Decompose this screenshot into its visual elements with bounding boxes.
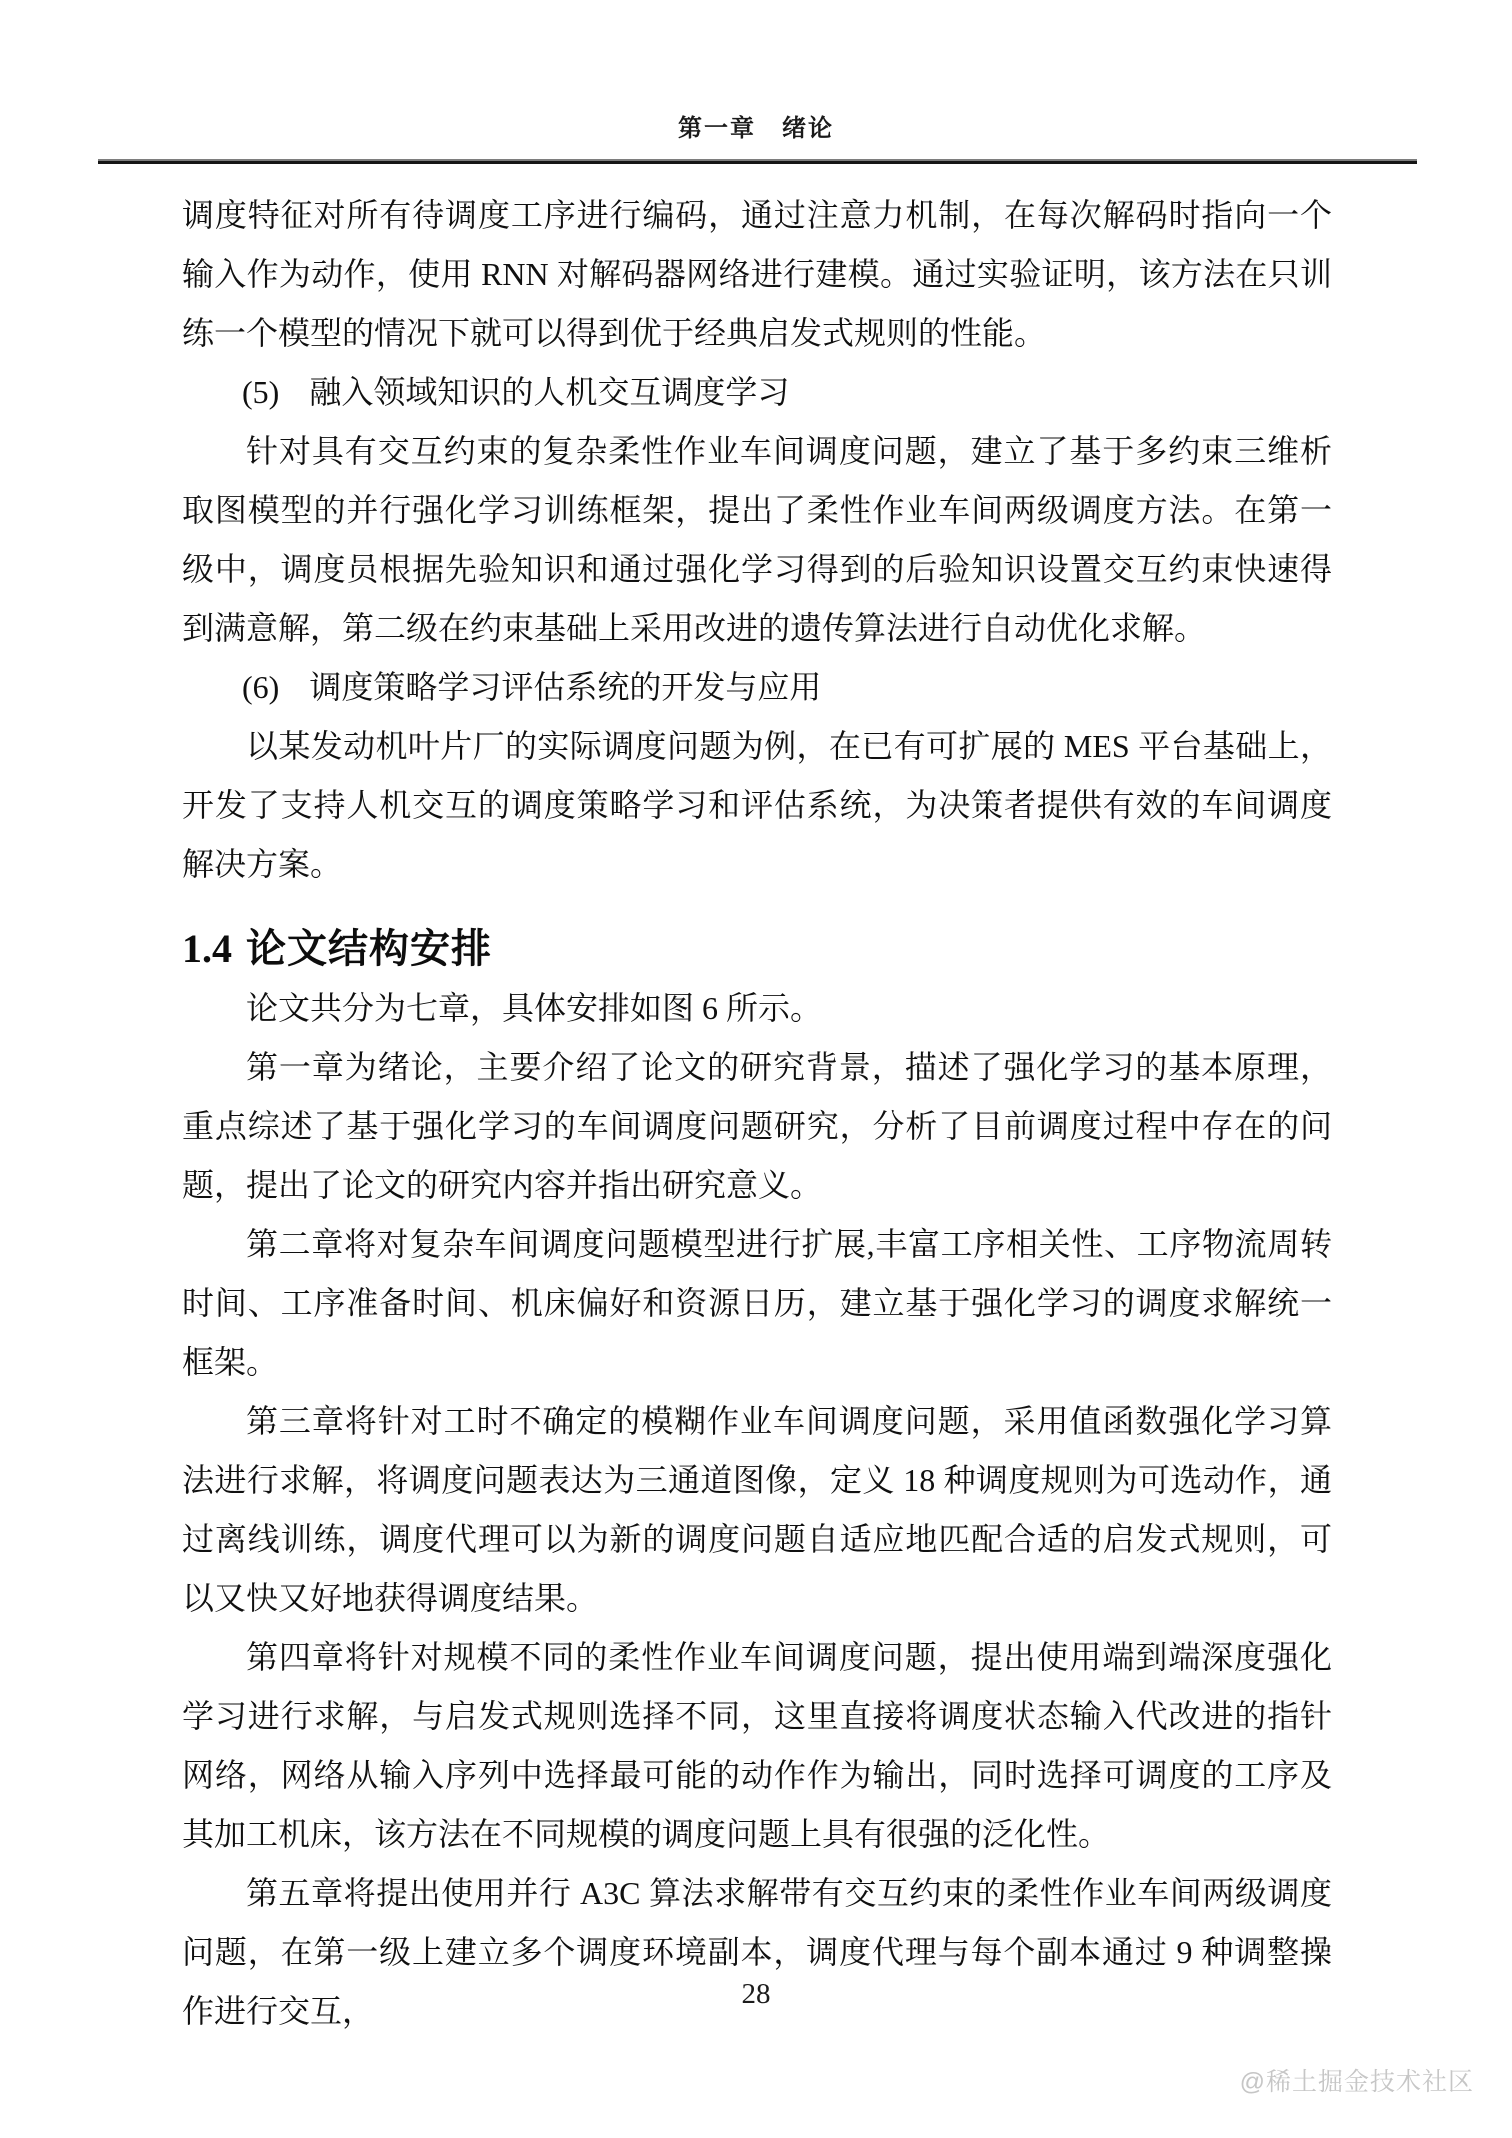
list-item-marker: (5): [242, 374, 280, 410]
page-number: 28: [741, 1978, 771, 2010]
paragraph: 第一章为绪论，主要介绍了论文的研究背景，描述了强化学习的基本原理，重点综述了基于强化学习的车间调度问题研究，分析了目前调度过程中存在的问题，提出了论文的研究内容并指出研究意义。: [182, 1049, 1332, 1203]
paragraph: 第二章将对复杂车间调度问题模型进行扩展,丰富工序相关性、工序物流周转时间、工序准备时间、机床偏好和资源日历，建立基于强化学习的调度求解统一框架。: [182, 1226, 1332, 1380]
watermark-text: @稀土掘金技术社区: [1239, 2068, 1474, 2096]
list-item: [182, 658, 1332, 717]
list-item-text: 调度策略学习评估系统的开发与应用: [309, 669, 822, 705]
list-item: [182, 363, 1332, 422]
document-body: [182, 164, 1332, 2041]
paragraph: 调度特征对所有待调度工序进行编码，通过注意力机制，在每次解码时指向一个输入作为动作，使用 RNN 对解码器网络进行建模。通过实验证明，该方法在只训练一个模型的情况下就可以得到优于经典启发式规则的性能。: [182, 197, 1332, 351]
page-header: [0, 0, 1512, 143]
paragraph: 第三章将针对工时不确定的模糊作业车间调度问题，采用值函数强化学习算法进行求解，将调度问题表达为三通道图像，定义 18 种调度规则为可选动作，通过离线训练，调度代理可以为新的调度问题自适应地匹配合适的启发式规则，可以又快又好地获得调度结果。: [182, 1403, 1332, 1616]
paragraph: 针对具有交互约束的复杂柔性作业车间调度问题，建立了基于多约束三维析取图模型的并行强化学习训练框架，提出了柔性作业车间两级调度方法。在第一级中，调度员根据先验知识和通过强化学习得到的后验知识设置交互约束快速得到满意解，第二级在约束基础上采用改进的遗传算法进行自动优化求解。: [182, 433, 1332, 646]
section-heading: [182, 919, 1332, 979]
paragraph: 以某发动机叶片厂的实际调度问题为例，在已有可扩展的 MES 平台基础上，开发了支持人机交互的调度策略学习和评估系统，为决策者提供有效的车间调度解决方案。: [182, 728, 1332, 882]
list-item-text: 融入领域知识的人机交互调度学习: [309, 374, 790, 410]
paragraph: 第五章将提出使用并行 A3C 算法求解带有交互约束的柔性作业车间两级调度问题，在第一级上建立多个调度环境副本，调度代理与每个副本通过 9 种调整操作进行交互，: [182, 1875, 1332, 2029]
paragraph: 第四章将针对规模不同的柔性作业车间调度问题，提出使用端到端深度强化学习进行求解，与启发式规则选择不同，这里直接将调度状态输入代改进的指针网络，网络从输入序列中选择最可能的动作作为输出，同时选择可调度的工序及其加工机床，该方法在不同规模的调度问题上具有很强的泛化性。: [182, 1639, 1332, 1852]
section-heading-number: 1.4: [182, 926, 232, 971]
chapter-header-title: 第一章 绪论: [678, 116, 834, 142]
paragraph: 论文共分为七章，具体安排如图 6 所示。: [246, 990, 823, 1026]
section-heading-text: 论文结构安排: [246, 927, 492, 971]
list-item-marker: (6): [242, 669, 280, 705]
